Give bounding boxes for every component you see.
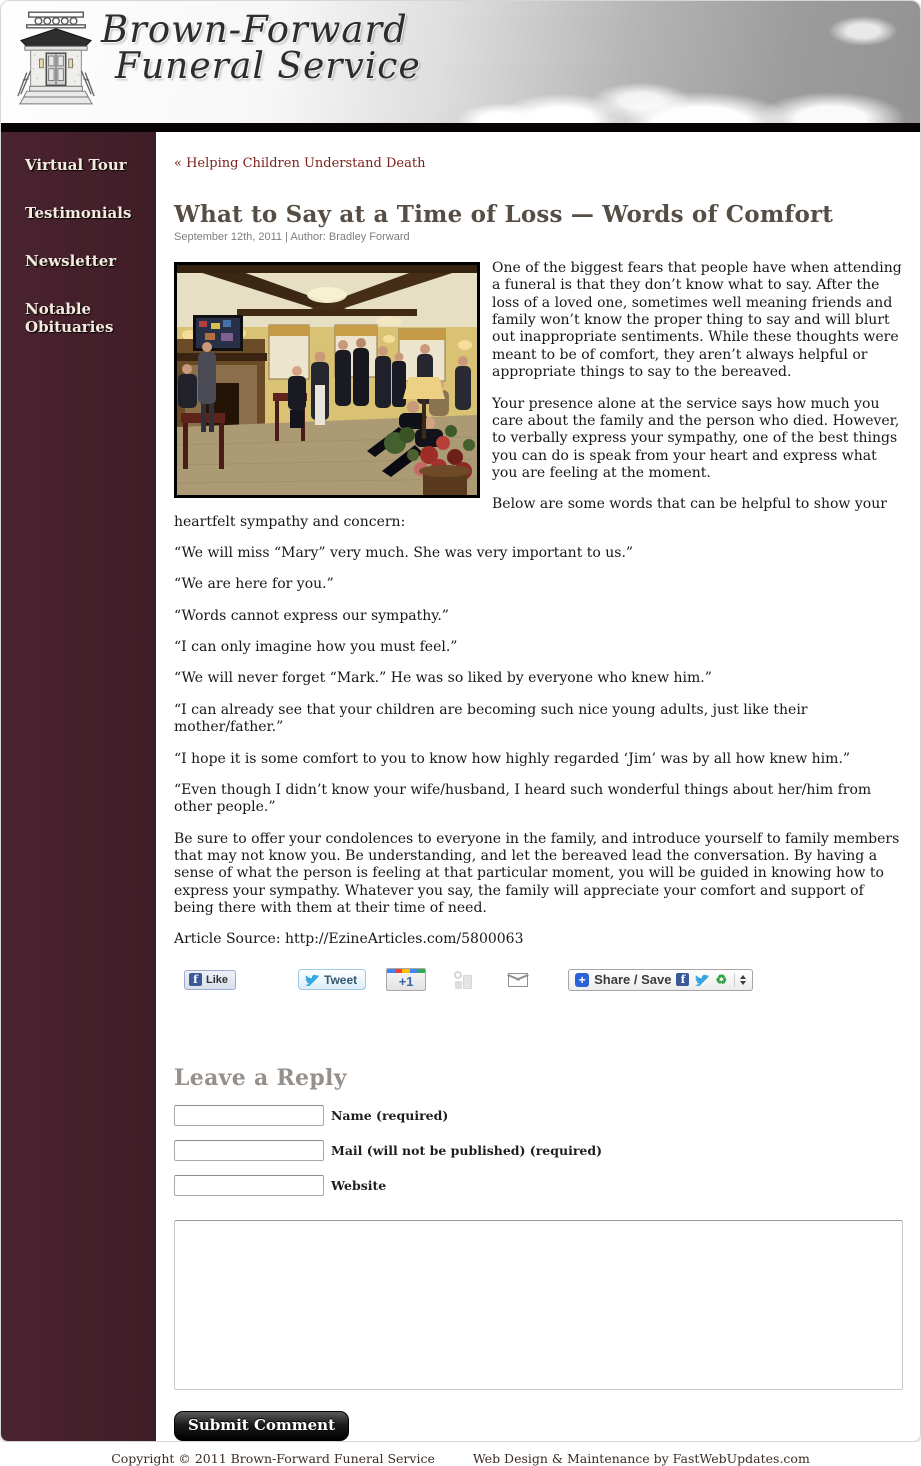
article-paragraph: Your presence alone at the service says how much you care about the family and the person who died. However, to verbally express your sympathy, one of the best things you can do is speak from your heart and express what you are feeling at the moment.: [492, 395, 900, 481]
share-recycle-icon: ♻: [715, 972, 728, 988]
article-quote: “We are here for you.”: [174, 576, 334, 593]
sidebar-nav: [1, 132, 156, 1441]
submit-comment-button[interactable]: Submit Comment: [174, 1411, 349, 1441]
comment-textarea[interactable]: [174, 1220, 903, 1390]
facebook-like-button[interactable]: [184, 970, 236, 990]
article-source: Article Source: http://EzineArticles.com/5800063: [174, 931, 524, 948]
plusone-label: +1: [398, 974, 414, 990]
leave-a-reply-heading: Leave a Reply: [174, 1064, 347, 1091]
addtoany-plus-icon: +: [575, 973, 589, 987]
article-paragraph: Be sure to offer your condolences to everyone in the family, and introduce yourself to family members that may not know you. Be understanding, and let the bereaved lead the conversation. By having a sense of what the person is feeling at that particular moment, you will be guided in knowing how to express your sympathy. Whatever you say, the family will appreciate your comfort and support of being there with them at their time of need.: [174, 830, 900, 917]
funeral-reception-photo: [174, 262, 480, 498]
site-footer: [0, 1442, 921, 1466]
webdesign-credit-link[interactable]: Web Design & Maintenance by FastWebUpdates.com: [472, 1450, 810, 1466]
site-title: [101, 8, 421, 87]
google-colors-stripe: [387, 969, 425, 973]
copyright-text: Copyright © 2011 Brown-Forward Funeral Service: [111, 1450, 435, 1466]
brand-line2: Funeral Service: [115, 45, 421, 87]
breadcrumb-prev-post-link[interactable]: « Helping Children Understand Death: [174, 156, 426, 171]
header-divider: [1, 123, 920, 132]
post-meta: September 12th, 2011 | Author: Bradley Forward: [174, 231, 410, 243]
sidebar-item-testimonials[interactable]: Testimonials: [25, 204, 132, 222]
sidebar-item-virtual-tour[interactable]: Virtual Tour: [25, 156, 127, 174]
article-paragraph: “We will miss “Mary” very much. She was very important to us.”: [174, 545, 634, 562]
website-field[interactable]: [174, 1175, 324, 1196]
mail-label: Mail (will not be published) (required): [331, 1142, 603, 1158]
share-save-label: Share / Save: [594, 972, 672, 988]
name-label: Name (required): [331, 1107, 449, 1123]
google-plusone-button[interactable]: [386, 968, 426, 991]
main-content: [156, 132, 921, 1441]
article-body: [174, 260, 903, 949]
expand-arrows-icon: [734, 973, 746, 987]
sidebar-item-newsletter[interactable]: Newsletter: [25, 252, 117, 270]
brand-line1: Brown-Forward: [101, 8, 408, 51]
article-paragraph: One of the biggest fears that people have when attending a funeral is that they don’t know what to say. After the loss of a loved one, sometimes well meaning friends and family won’t know the proper thing to say and will blurt out inappropriate sentiments. While these thoughts were meant to be of comfort, they aren’t always helpful or appropriate things to say to the bereaved.: [492, 260, 902, 381]
twitter-bird-icon: [694, 974, 710, 986]
twitter-bird-icon: [304, 974, 320, 986]
mail-field[interactable]: [174, 1140, 324, 1161]
page-title: What to Say at a Time of Loss — Words of Comfort: [174, 201, 834, 228]
site-header: [1, 1, 920, 123]
article-quote: “Words cannot express our sympathy.”: [174, 607, 449, 624]
article-paragraph: Below are some words that can be helpful to show your heartfelt sympathy and concern:: [174, 496, 887, 530]
facebook-icon: f: [189, 973, 202, 986]
facebook-icon: f: [676, 973, 689, 986]
like-label: Like: [206, 973, 229, 986]
tweet-label: Tweet: [324, 972, 358, 987]
article-quote: “I hope it is some comfort to you to know how highly regarded ‘Jim’ was by all how knew him.”: [174, 750, 851, 767]
article-quote: “We will never forget “Mark.” He was so liked by everyone who knew him.”: [174, 670, 712, 687]
share-save-button[interactable]: [568, 969, 753, 991]
name-field[interactable]: [174, 1105, 324, 1126]
website-label: Website: [331, 1177, 387, 1193]
article-quote: “Even though I didn’t know your wife/husband, I heard such wonderful things about her/him from other people.”: [174, 781, 872, 816]
sidebar-item-notable-obituaries[interactable]: Notable Obituaries: [25, 300, 114, 336]
bookmark-share-icon[interactable]: [453, 970, 473, 990]
article-quote: “I can only imagine how you must feel.”: [174, 639, 458, 656]
tweet-button[interactable]: [298, 969, 366, 990]
email-icon[interactable]: [508, 973, 528, 987]
social-share-row: [184, 967, 903, 993]
article-quote: “I can already see that your children are becoming such nice young adults, just like their mother/father.”: [174, 701, 808, 736]
funeral-home-entrance-logo-icon: [17, 9, 95, 113]
